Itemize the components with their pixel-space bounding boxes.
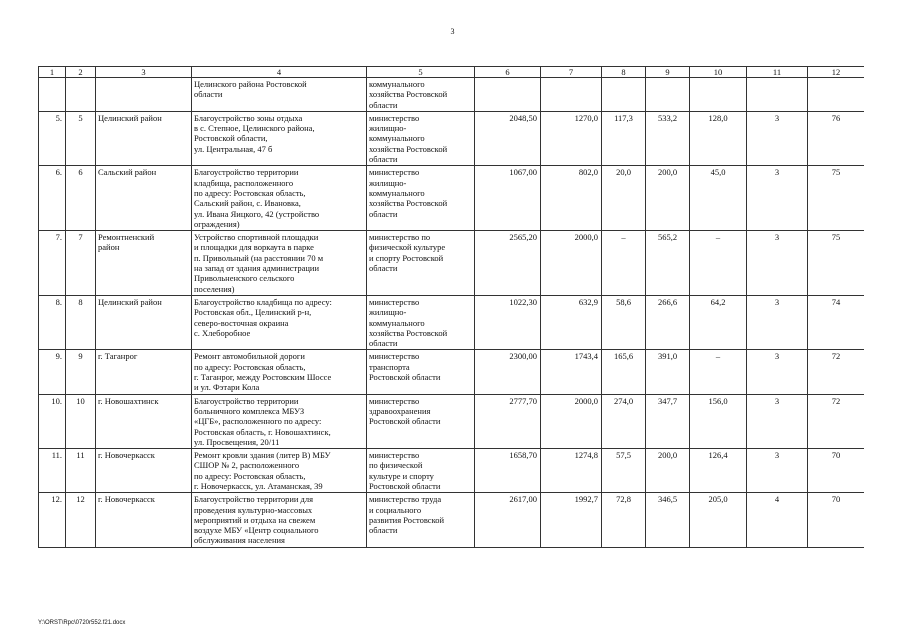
cell-ministry: министерство жилищно- коммунального хозяйства Ростовской области bbox=[367, 295, 475, 349]
cell-municipality: г. Новочеркасск bbox=[96, 493, 192, 547]
cell-object: Благоустройство зоны отдыха в с. Степное, Целинского района, Ростовской области, ул. Центральная, 47 б bbox=[192, 111, 367, 165]
cell-other-funds: – bbox=[690, 350, 747, 394]
cell-number: 7 bbox=[66, 231, 96, 296]
cell-ministry: министерство по физической культуре и спорту Ростовской области bbox=[367, 231, 475, 296]
cell-regional-funds: 802,0 bbox=[541, 166, 602, 231]
cell-row-index: 7. bbox=[39, 231, 66, 296]
cell-ministry: министерство труда и социального развития Ростовской области bbox=[367, 493, 475, 547]
cell-criteria: 3 bbox=[747, 111, 808, 165]
table-container bbox=[38, 66, 864, 608]
column-number-row bbox=[39, 67, 865, 78]
cell-number: 10 bbox=[66, 394, 96, 448]
cell-regional-funds: 1992,7 bbox=[541, 493, 602, 547]
cell-extra-funds: 533,2 bbox=[646, 111, 690, 165]
cell-object: Устройство спортивной площадки и площадки для воркаута в парке п. Привольный (на расстоянии 70 м на запад от здания администрации Привольненского сельского поселения) bbox=[192, 231, 367, 296]
cell-regional-funds: 1274,8 bbox=[541, 449, 602, 493]
cell-local-funds: 165,6 bbox=[602, 350, 646, 394]
cell-row-index: 11. bbox=[39, 449, 66, 493]
column-number-header: 8 bbox=[602, 67, 646, 78]
cell-extra-funds: 391,0 bbox=[646, 350, 690, 394]
cell-local-funds: 57,5 bbox=[602, 449, 646, 493]
cell-score: 72 bbox=[808, 350, 865, 394]
cell-extra-funds: 347,7 bbox=[646, 394, 690, 448]
cell-number: 9 bbox=[66, 350, 96, 394]
cell-ministry-continuation: коммунального хозяйства Ростовской области bbox=[367, 78, 475, 112]
cell-total-cost: 2617,00 bbox=[475, 493, 541, 547]
column-number-header: 2 bbox=[66, 67, 96, 78]
column-number-header: 12 bbox=[808, 67, 865, 78]
table-row bbox=[39, 449, 865, 493]
table-row bbox=[39, 350, 865, 394]
cell-total-cost: 2565,20 bbox=[475, 231, 541, 296]
cell-object: Ремонт автомобильной дороги по адресу: Ростовская область, г. Таганрог, между Ростовским Шоссе и ул. Фэтари Кола bbox=[192, 350, 367, 394]
cell-other-funds: 45,0 bbox=[690, 166, 747, 231]
cell-criteria: 3 bbox=[747, 449, 808, 493]
cell-municipality: г. Новочеркасск bbox=[96, 449, 192, 493]
cell-ministry: министерство жилищно- коммунального хозяйства Ростовской области bbox=[367, 166, 475, 231]
cell-number: 6 bbox=[66, 166, 96, 231]
cell-score: 75 bbox=[808, 231, 865, 296]
cell-object: Благоустройство территории кладбища, расположенного по адресу: Ростовская область, Сальский район, с. Ивановка, ул. Ивана Яицкого, 42 (устройство ограждения) bbox=[192, 166, 367, 231]
cell-score: 72 bbox=[808, 394, 865, 448]
cell-number: 12 bbox=[66, 493, 96, 547]
cell bbox=[541, 78, 602, 112]
cell-score: 76 bbox=[808, 111, 865, 165]
cell-row-index: 8. bbox=[39, 295, 66, 349]
table-row bbox=[39, 111, 865, 165]
cell-local-funds: 117,3 bbox=[602, 111, 646, 165]
cell-total-cost: 2300,00 bbox=[475, 350, 541, 394]
continuation-row bbox=[39, 78, 865, 112]
cell-other-funds: 205,0 bbox=[690, 493, 747, 547]
column-number-header: 5 bbox=[367, 67, 475, 78]
cell-total-cost: 2048,50 bbox=[475, 111, 541, 165]
cell-criteria: 3 bbox=[747, 394, 808, 448]
cell-ministry: министерство здравоохранения Ростовской области bbox=[367, 394, 475, 448]
table-row bbox=[39, 231, 865, 296]
cell-score: 74 bbox=[808, 295, 865, 349]
cell-extra-funds: 346,5 bbox=[646, 493, 690, 547]
column-number-header: 1 bbox=[39, 67, 66, 78]
objects-table bbox=[38, 66, 864, 548]
cell-regional-funds: 2000,0 bbox=[541, 231, 602, 296]
table-row bbox=[39, 493, 865, 547]
cell-municipality: Сальский район bbox=[96, 166, 192, 231]
cell-local-funds: 58,6 bbox=[602, 295, 646, 349]
cell-other-funds: – bbox=[690, 231, 747, 296]
cell-total-cost: 1022,30 bbox=[475, 295, 541, 349]
cell-total-cost: 1067,00 bbox=[475, 166, 541, 231]
column-number-header: 3 bbox=[96, 67, 192, 78]
cell-other-funds: 156,0 bbox=[690, 394, 747, 448]
column-number-header: 9 bbox=[646, 67, 690, 78]
cell-criteria: 3 bbox=[747, 350, 808, 394]
cell-row-index: 6. bbox=[39, 166, 66, 231]
cell-criteria: 3 bbox=[747, 166, 808, 231]
cell-score: 75 bbox=[808, 166, 865, 231]
cell-number: 11 bbox=[66, 449, 96, 493]
cell-object: Ремонт кровли здания (литер В) МБУ СШОР № 2, расположенного по адресу: Ростовская область, г. Новочеркасск, ул. Атаманская, 39 bbox=[192, 449, 367, 493]
cell-extra-funds: 266,6 bbox=[646, 295, 690, 349]
cell-total-cost: 1658,70 bbox=[475, 449, 541, 493]
cell-number: 8 bbox=[66, 295, 96, 349]
cell-municipality: г. Новошахтинск bbox=[96, 394, 192, 448]
cell-ministry: министерство транспорта Ростовской области bbox=[367, 350, 475, 394]
cell-local-funds: 20,0 bbox=[602, 166, 646, 231]
cell bbox=[808, 78, 865, 112]
cell-regional-funds: 1270,0 bbox=[541, 111, 602, 165]
cell-municipality: Целинский район bbox=[96, 111, 192, 165]
cell bbox=[66, 78, 96, 112]
cell bbox=[475, 78, 541, 112]
cell-row-index: 5. bbox=[39, 111, 66, 165]
column-number-header: 4 bbox=[192, 67, 367, 78]
cell bbox=[646, 78, 690, 112]
cell-score: 70 bbox=[808, 449, 865, 493]
cell bbox=[96, 78, 192, 112]
table-row bbox=[39, 394, 865, 448]
cell-ministry: министерство по физической культуре и спорту Ростовской области bbox=[367, 449, 475, 493]
column-number-header: 6 bbox=[475, 67, 541, 78]
cell bbox=[602, 78, 646, 112]
column-number-header: 10 bbox=[690, 67, 747, 78]
cell-extra-funds: 200,0 bbox=[646, 166, 690, 231]
cell-regional-funds: 1743,4 bbox=[541, 350, 602, 394]
cell-criteria: 3 bbox=[747, 295, 808, 349]
cell-ministry: министерство жилищно- коммунального хозяйства Ростовской области bbox=[367, 111, 475, 165]
cell-municipality: Ремонтненский район bbox=[96, 231, 192, 296]
cell-row-index: 9. bbox=[39, 350, 66, 394]
cell-regional-funds: 632,9 bbox=[541, 295, 602, 349]
file-path-footer: Y:\ORST\Rpc\0720r552.f21.docx bbox=[38, 620, 126, 626]
cell-extra-funds: 200,0 bbox=[646, 449, 690, 493]
cell-other-funds: 128,0 bbox=[690, 111, 747, 165]
cell-object-continuation: Целинского района Ростовской области bbox=[192, 78, 367, 112]
cell-object: Благоустройство территории для проведения культурно-массовых мероприятий и отдыха на свежем воздухе МБУ «Центр социального обслуживания населения bbox=[192, 493, 367, 547]
cell-object: Благоустройство кладбища по адресу: Ростовская обл., Целинский р-н, северо-восточная окраина с. Хлеборобное bbox=[192, 295, 367, 349]
cell-municipality: Целинский район bbox=[96, 295, 192, 349]
table-row bbox=[39, 295, 865, 349]
cell-score: 70 bbox=[808, 493, 865, 547]
cell-criteria: 4 bbox=[747, 493, 808, 547]
cell-criteria: 3 bbox=[747, 231, 808, 296]
page-number: 3 bbox=[450, 27, 455, 36]
cell-object: Благоустройство территории больничного комплекса МБУЗ «ЦГБ», расположенного по адресу: Ростовская область, г. Новошахтинск, ул. Просвещения, 20/11 bbox=[192, 394, 367, 448]
cell-municipality: г. Таганрог bbox=[96, 350, 192, 394]
cell bbox=[39, 78, 66, 112]
cell bbox=[747, 78, 808, 112]
cell-row-index: 10. bbox=[39, 394, 66, 448]
cell bbox=[690, 78, 747, 112]
cell-local-funds: – bbox=[602, 231, 646, 296]
cell-other-funds: 64,2 bbox=[690, 295, 747, 349]
cell-local-funds: 72,8 bbox=[602, 493, 646, 547]
cell-local-funds: 274,0 bbox=[602, 394, 646, 448]
cell-extra-funds: 565,2 bbox=[646, 231, 690, 296]
cell-number: 5 bbox=[66, 111, 96, 165]
cell-total-cost: 2777,70 bbox=[475, 394, 541, 448]
cell-other-funds: 126,4 bbox=[690, 449, 747, 493]
column-number-header: 11 bbox=[747, 67, 808, 78]
table-row bbox=[39, 166, 865, 231]
cell-regional-funds: 2000,0 bbox=[541, 394, 602, 448]
column-number-header: 7 bbox=[541, 67, 602, 78]
cell-row-index: 12. bbox=[39, 493, 66, 547]
